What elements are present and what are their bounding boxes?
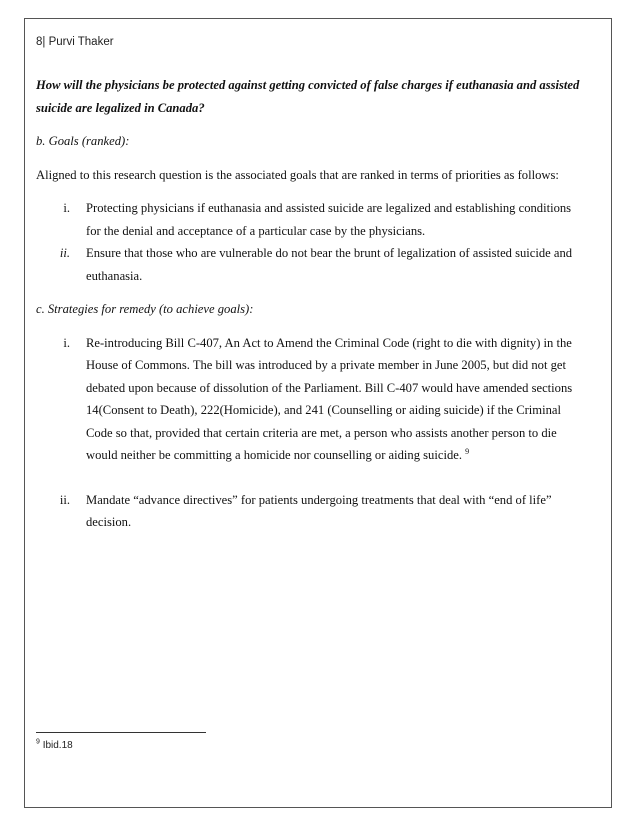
- strategy-number: i.: [63, 335, 70, 350]
- goal-item: [36, 242, 584, 287]
- strategy-text: Mandate “advance directives” for patients undergoing treatments that deal with “end of life” decision.: [86, 492, 552, 529]
- goal-number: i.: [63, 201, 70, 215]
- goals-intro: Aligned to this research question is the associated goals that are ranked in terms of priorities as follows:: [36, 167, 559, 182]
- goal-text: Ensure that those who are vulnerable do not bear the brunt of legalization of assisted suicide and euthanasia.: [86, 246, 573, 283]
- goal-text: Protecting physicians if euthanasia and assisted suicide are legalized and establishing conditions for the denial and acceptance of a particular case by the physicians.: [86, 201, 572, 238]
- strategy-number: ii.: [59, 492, 70, 507]
- footnote-reference[interactable]: 9: [465, 446, 470, 456]
- goal-number: ii.: [59, 246, 70, 260]
- footnote-number: 9: [36, 738, 40, 746]
- strategy-text: Re-introducing Bill C-407, An Act to Amend the Criminal Code (right to die with dignity) in the House of Commons. The bill was introduced by a private member in June 2005, but did not get debated upon because of dissolution of the Parliament. Bill C-407 would have amended sections 14(Consent to Death), 222(Homicide), and 241 (Counselling or aiding suicide) if the Criminal Code so that, provided that certain criteria are met, a person who assists another person to die would neither be committing a homicide nor counselling or aiding suicide.: [86, 335, 573, 462]
- strategy-item: [36, 489, 584, 534]
- research-question: How will the physicians be protected against getting convicted of false charges if euthanasia and assisted suicide are legalized in Canada?: [36, 78, 580, 115]
- strategy-text-wrap: [86, 332, 584, 467]
- document-body: [36, 74, 584, 534]
- goal-item: [36, 197, 584, 242]
- strategies-heading: c. Strategies for remedy (to achieve goals):: [36, 302, 254, 316]
- footnote-separator: [36, 732, 206, 733]
- goals-heading: b. Goals (ranked):: [36, 134, 130, 148]
- footnote: [36, 740, 73, 751]
- strategy-item: [36, 332, 584, 467]
- footnote-text: Ibid.18: [42, 740, 73, 751]
- page-header: 8| Purvi Thaker: [36, 36, 114, 48]
